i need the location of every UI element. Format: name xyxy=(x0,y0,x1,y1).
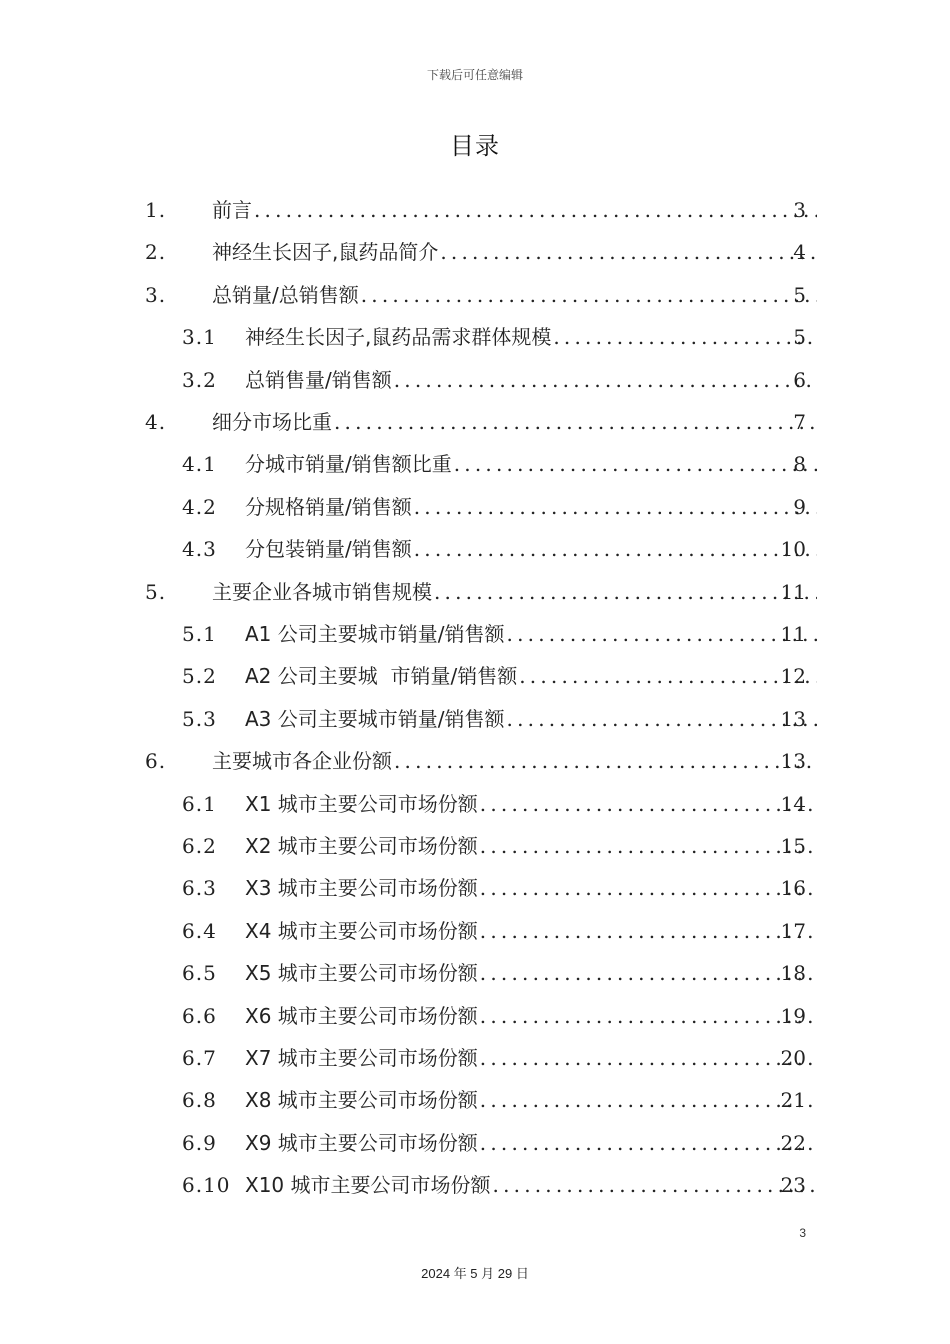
toc-entry-page: 21 xyxy=(780,1088,806,1113)
toc-entry-number: 6.7 xyxy=(182,1046,217,1070)
toc-entry-number: 4.3 xyxy=(182,537,217,562)
toc-entry-title: X2 城市主要公司市场份额 xyxy=(245,834,478,858)
toc-dot-leader xyxy=(493,1165,817,1205)
toc-dot-leader xyxy=(334,402,817,442)
toc-entry-label xyxy=(245,656,820,696)
toc-entry-label xyxy=(245,529,820,569)
toc-entry-number: 6.9 xyxy=(182,1130,217,1155)
toc-entry-label xyxy=(245,1165,820,1205)
toc-dot-leader xyxy=(519,656,817,696)
toc-entry-number: 1. xyxy=(145,198,167,222)
toc-entry-page: 9 xyxy=(793,494,806,519)
toc-entry-label xyxy=(212,402,820,442)
toc-dot-leader xyxy=(553,317,817,357)
toc-entry-title: X8 城市主要公司市场份额 xyxy=(245,1088,478,1113)
toc-entry-title: X5 城市主要公司市场份额 xyxy=(245,961,478,986)
toc-dot-leader xyxy=(480,868,817,908)
toc-entry-number: 5.1 xyxy=(182,622,217,646)
toc-entry-number: 6.8 xyxy=(182,1088,217,1113)
toc-entry[interactable] xyxy=(0,1080,950,1120)
toc-dot-leader xyxy=(480,953,817,993)
toc-entry-label xyxy=(245,317,820,357)
toc-dot-leader xyxy=(507,614,817,654)
toc-entry-label xyxy=(212,232,820,272)
toc-dot-leader xyxy=(480,1080,817,1120)
toc-dot-leader xyxy=(480,996,817,1036)
toc-entry-page: 11 xyxy=(780,579,806,604)
toc-entry-label xyxy=(245,444,820,484)
footer-date: 2024 年 5 月 29 日 xyxy=(421,1266,529,1281)
toc-entry-page: 15 xyxy=(780,834,806,858)
toc-entry-label xyxy=(212,275,820,315)
toc-entry-page: 7 xyxy=(793,410,806,434)
toc-entry-label xyxy=(245,614,820,654)
toc-entry-number: 5.2 xyxy=(182,664,217,689)
toc-entry-page: 3 xyxy=(793,198,806,222)
toc-entry-label xyxy=(245,826,820,866)
toc-entry-label xyxy=(245,996,820,1036)
toc-entry-label xyxy=(212,572,820,612)
toc-entry-title: X3 城市主要公司市场份额 xyxy=(245,876,478,901)
toc-entry-page: 19 xyxy=(780,1003,806,1028)
toc-entry-title: 分规格销量/销售额 xyxy=(245,494,412,519)
toc-entry-label xyxy=(245,360,820,400)
toc-entry[interactable] xyxy=(0,953,950,993)
toc-entry-title: X10 城市主要公司市场份额 xyxy=(245,1173,491,1198)
page-number: 3 xyxy=(799,1226,806,1240)
toc-dot-leader xyxy=(480,1123,817,1163)
toc-entry-page: 13 xyxy=(780,749,806,774)
toc-entry-page: 18 xyxy=(780,961,806,986)
toc-entry[interactable] xyxy=(0,614,950,654)
toc-entry-page: 10 xyxy=(780,537,806,562)
toc-entry[interactable] xyxy=(0,1165,950,1205)
toc-dot-leader xyxy=(254,190,817,230)
toc-entry[interactable] xyxy=(0,656,950,696)
toc-entry-title: 神经生长因子,鼠药品简介 xyxy=(212,240,439,265)
toc-entry[interactable] xyxy=(0,444,950,484)
toc-entry-page: 4 xyxy=(793,240,806,265)
toc-entry-number: 4.2 xyxy=(182,494,217,519)
toc-entry[interactable] xyxy=(0,317,950,357)
toc-entry[interactable] xyxy=(0,741,950,781)
toc-entry[interactable] xyxy=(0,784,950,824)
toc-entry-number: 2. xyxy=(145,240,167,265)
header-note: 下载后可任意编辑 xyxy=(426,68,523,82)
toc-entry-title: X4 城市主要公司市场份额 xyxy=(245,918,478,943)
toc-entry-title: 神经生长因子,鼠药品需求群体规模 xyxy=(245,325,552,350)
toc-entry[interactable] xyxy=(0,402,950,442)
toc-entry-label xyxy=(212,741,820,781)
toc-entry[interactable] xyxy=(0,868,950,908)
toc-entry-number: 6.3 xyxy=(182,876,217,901)
toc-entry-title: X7 城市主要公司市场份额 xyxy=(245,1046,478,1070)
toc-dot-leader xyxy=(440,232,817,272)
toc-entry-label xyxy=(245,1080,820,1120)
toc-entry-number: 6.4 xyxy=(182,918,217,943)
toc-entry[interactable] xyxy=(0,996,950,1036)
toc-entry-number: 3.2 xyxy=(182,367,217,392)
toc-dot-leader xyxy=(454,444,817,484)
toc-entry-number: 6. xyxy=(145,749,167,774)
toc-entry[interactable] xyxy=(0,190,950,230)
toc-entry-number: 5.3 xyxy=(182,706,217,731)
toc-entry[interactable] xyxy=(0,360,950,400)
toc-entry-title: 细分市场比重 xyxy=(212,410,332,434)
toc-entry-label xyxy=(212,190,820,230)
toc-entry-page: 14 xyxy=(780,791,806,816)
toc-dot-leader xyxy=(361,275,817,315)
toc-entry-label xyxy=(245,699,820,739)
toc-dot-leader xyxy=(414,529,817,569)
toc-entry[interactable] xyxy=(0,911,950,951)
toc-entry-title: 主要企业各城市销售规模 xyxy=(212,579,432,604)
toc-entry[interactable] xyxy=(0,487,950,527)
toc-entry-page: 11 xyxy=(780,622,806,646)
toc-entry[interactable] xyxy=(0,232,950,272)
toc-entry[interactable] xyxy=(0,529,950,569)
toc-entry-page: 8 xyxy=(793,452,806,477)
toc-dot-leader xyxy=(414,487,817,527)
toc-entry-title: 总销量/总销售额 xyxy=(212,282,359,307)
toc-entry-page: 6 xyxy=(793,367,806,392)
toc-entry-number: 3. xyxy=(145,282,167,307)
toc-entry-number: 6.5 xyxy=(182,961,217,986)
toc-entry-title: X1 城市主要公司市场份额 xyxy=(245,791,478,816)
toc-entry-title: X6 城市主要公司市场份额 xyxy=(245,1003,478,1028)
toc-dot-leader xyxy=(480,1038,817,1078)
toc-dot-leader xyxy=(480,911,817,951)
toc-entry-label xyxy=(245,953,820,993)
toc-dot-leader xyxy=(394,741,817,781)
toc-entry-title: A3 公司主要城市销量/销售额 xyxy=(245,706,505,731)
toc-entry-number: 4.1 xyxy=(182,452,217,477)
toc-entry-number: 4. xyxy=(145,410,167,434)
toc-entry[interactable] xyxy=(0,275,950,315)
toc-entry[interactable] xyxy=(0,826,950,866)
toc-entry-page: 5 xyxy=(793,325,806,350)
toc-dot-leader xyxy=(480,826,817,866)
toc-entry-title: 前言 xyxy=(212,198,252,222)
toc-dot-leader xyxy=(394,360,817,400)
toc-entry-number: 6.6 xyxy=(182,1003,217,1028)
toc-entry-number: 6.1 xyxy=(182,791,217,816)
toc-entry-title: 总销售量/销售额 xyxy=(245,367,392,392)
toc-title: 目录 xyxy=(450,132,500,160)
toc-entry-page: 16 xyxy=(780,876,806,901)
toc-entry-label xyxy=(245,784,820,824)
toc-dot-leader xyxy=(480,784,817,824)
toc-entry-page: 23 xyxy=(780,1173,806,1198)
toc-entry-title: 主要城市各企业份额 xyxy=(212,749,392,774)
toc-entry[interactable] xyxy=(0,1123,950,1163)
toc-entry-title: A2 公司主要城 市销量/销售额 xyxy=(245,664,518,689)
toc-entry-title: 分城市销量/销售额比重 xyxy=(245,452,452,477)
toc-entry-number: 5. xyxy=(145,579,167,604)
toc-entry-page: 13 xyxy=(780,706,806,731)
toc-entry-label xyxy=(245,1123,820,1163)
toc-entry-number: 6.2 xyxy=(182,834,217,858)
toc-entry-label xyxy=(245,911,820,951)
toc-entry-title: 分包装销量/销售额 xyxy=(245,537,412,562)
toc-entry-page: 20 xyxy=(780,1046,806,1070)
toc-entry[interactable] xyxy=(0,572,950,612)
toc-entry[interactable] xyxy=(0,699,950,739)
toc-dot-leader xyxy=(507,699,817,739)
toc-entry-number: 6.10 xyxy=(182,1173,231,1198)
toc-entry-label xyxy=(245,1038,820,1078)
toc-entry-page: 17 xyxy=(780,918,806,943)
toc-entry-page: 5 xyxy=(793,282,806,307)
toc-dot-leader xyxy=(434,572,817,612)
toc-entry-page: 12 xyxy=(780,664,806,689)
toc-entry-label xyxy=(245,868,820,908)
toc-entry-number: 3.1 xyxy=(182,325,217,350)
toc-entry-page: 22 xyxy=(780,1130,806,1155)
toc-entry[interactable] xyxy=(0,1038,950,1078)
toc-entry-title: A1 公司主要城市销量/销售额 xyxy=(245,622,505,646)
toc-entry-title: X9 城市主要公司市场份额 xyxy=(245,1130,478,1155)
toc-entry-label xyxy=(245,487,820,527)
